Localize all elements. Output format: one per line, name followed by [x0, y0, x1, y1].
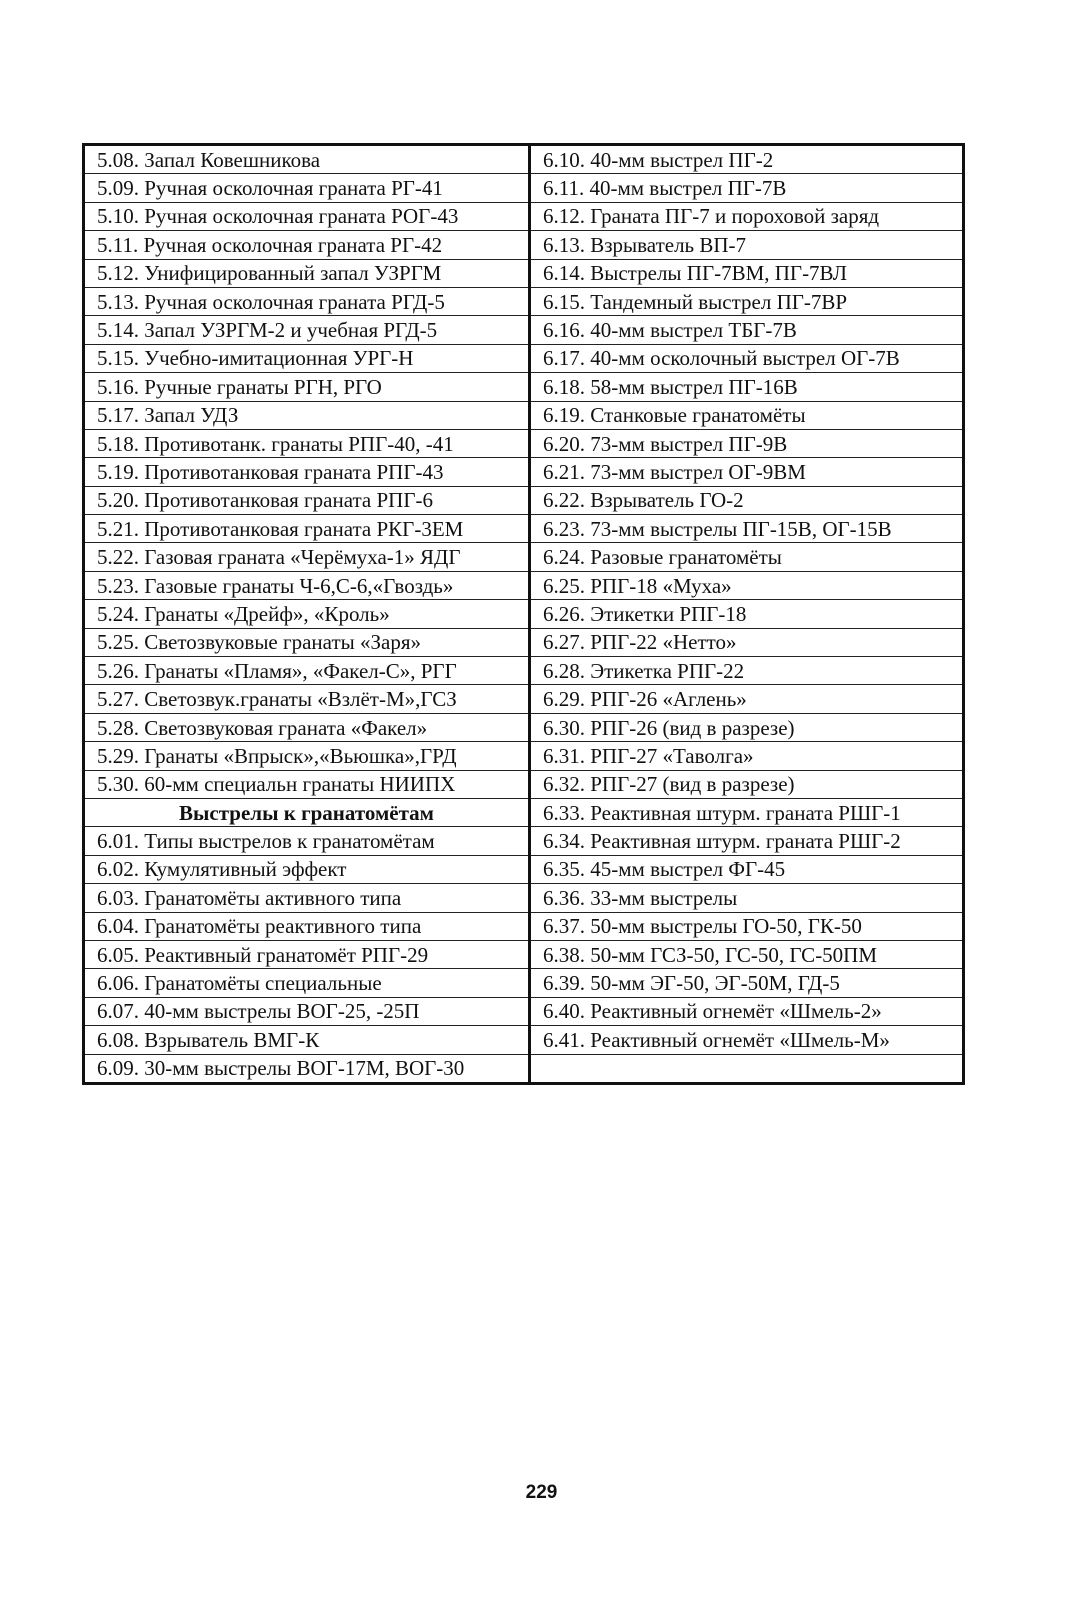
- toc-entry-right: 6.37. 50-мм выстрелы ГО-50, ГК-50: [530, 912, 964, 940]
- table-row: [84, 458, 964, 486]
- toc-entry-left: 5.24. Гранаты «Дрейф», «Кроль»: [84, 600, 530, 628]
- toc-entry-left: 5.26. Гранаты «Пламя», «Факел-С», РГГ: [84, 657, 530, 685]
- table-row: [84, 969, 964, 997]
- toc-entry-left: 6.01. Типы выстрелов к гранатомётам: [84, 827, 530, 855]
- table-row: [84, 231, 964, 259]
- toc-entry-right: 6.27. РПГ-22 «Нетто»: [530, 628, 964, 656]
- toc-entry-right: 6.39. 50-мм ЭГ-50, ЭГ-50М, ГД-5: [530, 969, 964, 997]
- toc-entry-right: 6.20. 73-мм выстрел ПГ-9В: [530, 429, 964, 457]
- toc-entry-left: 5.17. Запал УДЗ: [84, 401, 530, 429]
- toc-entry-left: 6.03. Гранатомёты активного типа: [84, 884, 530, 912]
- table-row: [84, 628, 964, 656]
- table-row: [84, 145, 964, 174]
- table-row: [84, 287, 964, 315]
- table-row: [84, 429, 964, 457]
- toc-entry-right: 6.21. 73-мм выстрел ОГ-9ВМ: [530, 458, 964, 486]
- toc-entry-left: 5.23. Газовые гранаты Ч-6,С-6,«Гвоздь»: [84, 571, 530, 599]
- table-row: [84, 1026, 964, 1054]
- toc-entry-left: 6.04. Гранатомёты реактивного типа: [84, 912, 530, 940]
- toc-entry-left: 5.14. Запал УЗРГМ-2 и учебная РГД-5: [84, 316, 530, 344]
- table-row: [84, 600, 964, 628]
- toc-entry-left: 5.30. 60-мм специальн гранаты НИИПХ: [84, 770, 530, 798]
- toc-entry-right: 6.22. Взрыватель ГО-2: [530, 486, 964, 514]
- toc-entry-right: 6.31. РПГ-27 «Таволга»: [530, 742, 964, 770]
- table-row: [84, 571, 964, 599]
- toc-entry-right: 6.23. 73-мм выстрелы ПГ-15В, ОГ-15В: [530, 515, 964, 543]
- toc-entry-right: 6.11. 40-мм выстрел ПГ-7В: [530, 174, 964, 202]
- toc-entry-left: 5.11. Ручная осколочная граната РГ-42: [84, 231, 530, 259]
- table-row: [84, 742, 964, 770]
- toc-entry-right: 6.36. 33-мм выстрелы: [530, 884, 964, 912]
- table-row: [84, 713, 964, 741]
- toc-entry-right: 6.30. РПГ-26 (вид в разрезе): [530, 713, 964, 741]
- table-row: [84, 401, 964, 429]
- toc-entry-right: 6.10. 40-мм выстрел ПГ-2: [530, 145, 964, 174]
- table-row: [84, 515, 964, 543]
- table-row: [84, 855, 964, 883]
- toc-entry-right: 6.12. Граната ПГ-7 и пороховой заряд: [530, 202, 964, 230]
- toc-entry-right: 6.19. Станковые гранатомёты: [530, 401, 964, 429]
- toc-entry-left: 5.18. Противотанк. гранаты РПГ-40, -41: [84, 429, 530, 457]
- toc-entry-left: 5.28. Светозвуковая граната «Факел»: [84, 713, 530, 741]
- table-row: [84, 344, 964, 372]
- toc-entry-left: 5.13. Ручная осколочная граната РГД-5: [84, 287, 530, 315]
- toc-entry-right: 6.41. Реактивный огнемёт «Шмель-М»: [530, 1026, 964, 1054]
- toc-entry-right: 6.26. Этикетки РПГ-18: [530, 600, 964, 628]
- table-row: [84, 884, 964, 912]
- toc-entry-left: 5.22. Газовая граната «Черёмуха-1» ЯДГ: [84, 543, 530, 571]
- toc-entry-right: 6.28. Этикетка РПГ-22: [530, 657, 964, 685]
- toc-entry-left: 5.21. Противотанковая граната РКГ-3ЕМ: [84, 515, 530, 543]
- table-row: [84, 912, 964, 940]
- toc-entry-left: 5.19. Противотанковая граната РПГ-43: [84, 458, 530, 486]
- table-row: [84, 827, 964, 855]
- table-row: [84, 259, 964, 287]
- contents-table: [82, 143, 965, 1085]
- table-row: [84, 657, 964, 685]
- toc-entry-right: 6.33. Реактивная штурм. граната РШГ-1: [530, 798, 964, 826]
- toc-entry-right: 6.15. Тандемный выстрел ПГ-7ВР: [530, 287, 964, 315]
- toc-entry-right: 6.38. 50-мм ГСЗ-50, ГС-50, ГС-50ПМ: [530, 940, 964, 968]
- table-row: [84, 543, 964, 571]
- toc-entry-left: 6.07. 40-мм выстрелы ВОГ-25, -25П: [84, 997, 530, 1025]
- toc-entry-right: 6.35. 45-мм выстрел ФГ-45: [530, 855, 964, 883]
- toc-entry-left: 5.27. Светозвук.гранаты «Взлёт-М»,ГСЗ: [84, 685, 530, 713]
- toc-entry-left: 6.05. Реактивный гранатомёт РПГ-29: [84, 940, 530, 968]
- toc-entry-left: 5.15. Учебно-имитационная УРГ-Н: [84, 344, 530, 372]
- toc-entry-left: 6.08. Взрыватель ВМГ-К: [84, 1026, 530, 1054]
- table-row: [84, 770, 964, 798]
- toc-entry-left: 5.16. Ручные гранаты РГН, РГО: [84, 373, 530, 401]
- table-row: [84, 1054, 964, 1083]
- toc-entry-left: 6.09. 30-мм выстрелы ВОГ-17М, ВОГ-30: [84, 1054, 530, 1083]
- toc-entry-left: 5.10. Ручная осколочная граната РОГ-43: [84, 202, 530, 230]
- toc-entry-right: [530, 1054, 964, 1083]
- table-row: [84, 202, 964, 230]
- toc-entry-right: 6.32. РПГ-27 (вид в разрезе): [530, 770, 964, 798]
- table-row: [84, 685, 964, 713]
- table-row: [84, 486, 964, 514]
- toc-entry-right: 6.16. 40-мм выстрел ТБГ-7В: [530, 316, 964, 344]
- toc-entry-right: 6.14. Выстрелы ПГ-7ВМ, ПГ-7ВЛ: [530, 259, 964, 287]
- toc-entry-left: 6.06. Гранатомёты специальные: [84, 969, 530, 997]
- toc-entry-right: 6.13. Взрыватель ВП-7: [530, 231, 964, 259]
- contents-table-body: [84, 145, 964, 1084]
- toc-entry-right: 6.34. Реактивная штурм. граната РШГ-2: [530, 827, 964, 855]
- toc-entry-left: 5.29. Гранаты «Впрыск»,«Вьюшка»,ГРД: [84, 742, 530, 770]
- toc-entry-left: 5.12. Унифицированный запал УЗРГМ: [84, 259, 530, 287]
- toc-entry-left: 5.08. Запал Ковешникова: [84, 145, 530, 174]
- table-row: [84, 373, 964, 401]
- toc-entry-left: 6.02. Кумулятивный эффект: [84, 855, 530, 883]
- toc-entry-right: 6.40. Реактивный огнемёт «Шмель-2»: [530, 997, 964, 1025]
- toc-entry-right: 6.18. 58-мм выстрел ПГ-16В: [530, 373, 964, 401]
- table-row: [84, 997, 964, 1025]
- toc-entry-left: 5.20. Противотанковая граната РПГ-6: [84, 486, 530, 514]
- toc-entry-right: 6.24. Разовые гранатомёты: [530, 543, 964, 571]
- table-row: [84, 940, 964, 968]
- toc-entry-right: 6.25. РПГ-18 «Муха»: [530, 571, 964, 599]
- toc-entry-left: 5.25. Светозвуковые гранаты «Заря»: [84, 628, 530, 656]
- table-row: [84, 174, 964, 202]
- table-row: [84, 316, 964, 344]
- page-number: 229: [525, 1482, 558, 1503]
- toc-entry-left: 5.09. Ручная осколочная граната РГ-41: [84, 174, 530, 202]
- toc-entry-right: 6.17. 40-мм осколочный выстрел ОГ-7В: [530, 344, 964, 372]
- toc-entry-right: 6.29. РПГ-26 «Аглень»: [530, 685, 964, 713]
- table-row: [84, 798, 964, 826]
- section-heading: Выстрелы к гранатомётам: [84, 798, 530, 826]
